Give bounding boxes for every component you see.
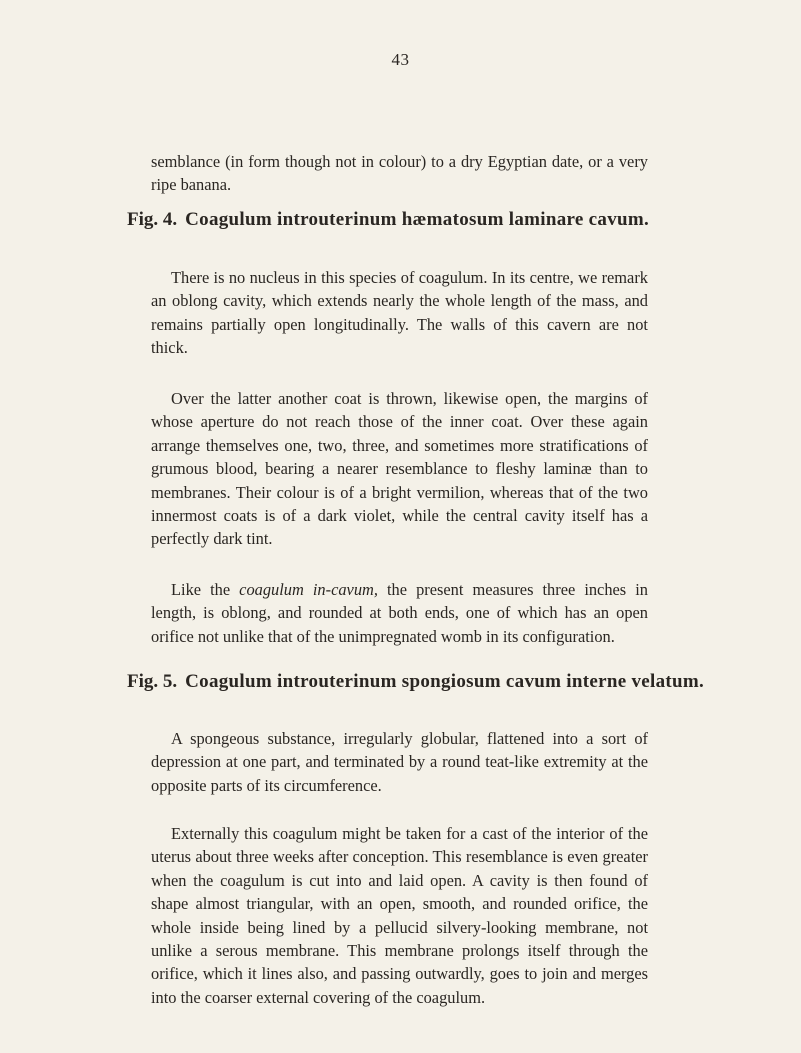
figure-5-paragraph-2: Externally this coagulum might be taken for a cast of the interior of the uterus about three weeks after conception. This resemblance is even greater when the coagulum is cut into and laid open. A cavity is then found of shape almost triangular, with an open, smooth, and rounded orifice, the whole inside being lined by a pellucid silvery-looking membrane, not unlike a serous membrane. This membrane prolongs itself through the orifice, which it lines also, and passing outwardly, goes to join and merges into the coarser external covering of the coagulum. — [151, 824, 648, 1007]
like-lead: Like the — [171, 580, 240, 599]
figure-4-paragraph-1: There is no nucleus in this species of coagulum. In its centre, we remark an oblong cavity, which extends nearly the whole length of the mass, and remains partially open longitudinally. The walls of this cavern are not thick. — [151, 268, 648, 358]
like-rest: the present measures three inches in length, is oblong, and rounded at both ends, one of which has an open orifice not unlike that of the unimpregnated womb in its configuration. — [151, 580, 648, 646]
page-number: 43 — [391, 50, 410, 69]
figure-5-heading — [127, 670, 787, 694]
like-italic-term: coagulum in-cavum, — [239, 580, 378, 599]
figure-4-paragraph-2: Over the latter another coat is thrown, likewise open, the margins of whose aperture do not reach those of the inner coat. Over these again arrange themselves one, two, three, and sometimes more stratifications of grumous blood, bearing a nearer resemblance to fleshy laminæ than to membranes. Their colour is of a bright vermilion, whereas that of the two innermost coats is of a dark violet, while the central cavity itself has a perfectly dark tint. — [151, 389, 648, 549]
figure-4-title: Coagulum introuterinum hæmatosum laminare cavum. — [185, 209, 650, 230]
figure-5-paragraph-1: A spongeous substance, irregularly globular, flattened into a sort of depression at one part, and terminated by a round teat-like extremity at the opposite parts of its circumference. — [151, 729, 648, 795]
figure-5-label: Fig. 5. — [127, 671, 178, 692]
figure-4-label: Fig. 4. — [127, 209, 178, 230]
opening-paragraph: semblance (in form though not in colour) to a dry Egyptian date, or a very ripe banana. — [151, 152, 648, 195]
figure-4-heading — [127, 208, 787, 232]
figure-5-title: Coagulum introuterinum spongiosum cavum interne velatum. — [185, 671, 705, 692]
figure-4-paragraph-3 — [151, 578, 648, 648]
